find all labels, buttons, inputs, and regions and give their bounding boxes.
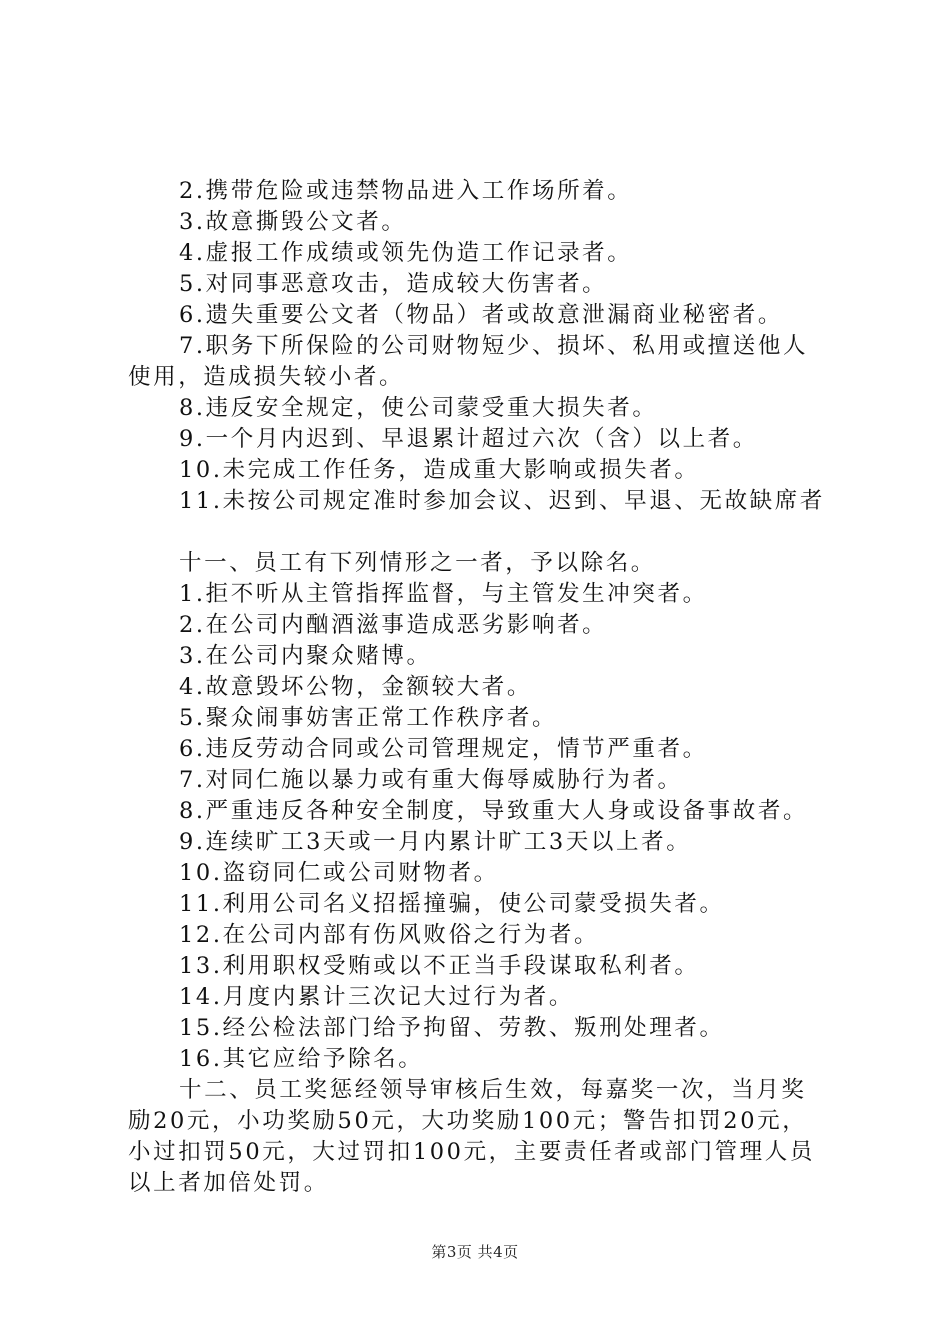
- list-item: 4.虚报工作成绩或领先伪造工作记录者。: [179, 240, 633, 266]
- list-item: 13.利用职权受贿或以不正当手段谋取私利者。: [179, 953, 700, 979]
- list-item: 7.对同仁施以暴力或有重大侮辱威胁行为者。: [179, 767, 683, 793]
- document-body: [128, 176, 833, 1199]
- list-item: 10.未完成工作任务，造成重大影响或损失者。: [179, 457, 700, 483]
- list-item: 16.其它应给予除名。: [179, 1046, 424, 1072]
- section-heading: 十一、员工有下列情形之一者，予以除名。: [179, 550, 656, 576]
- list-item: 2.携带危险或违禁物品进入工作场所着。: [179, 178, 633, 204]
- list-item: 6.违反劳动合同或公司管理规定，情节严重者。: [179, 736, 708, 762]
- list-item: 3.在公司内聚众赌博。: [179, 643, 432, 669]
- list-item: 12.在公司内部有伤风败俗之行为者。: [179, 922, 600, 948]
- section-heading: 十二、员工奖惩经领导审核后生效，每嘉奖一次，当月奖: [179, 1077, 807, 1103]
- list-item: 8.严重违反各种安全制度，导致重大人身或设备事故者。: [179, 798, 809, 824]
- list-item: 5.聚众闹事妨害正常工作秩序者。: [179, 705, 558, 731]
- list-item: 4.故意毁坏公物，金额较大者。: [179, 674, 532, 700]
- list-item: 7.职务下所保险的公司财物短少、损坏、私用或擅送他人: [179, 333, 809, 359]
- list-item: 14.月度内累计三次记大过行为者。: [179, 984, 574, 1010]
- list-item: 9.连续旷工3天或一月内累计旷工3天以上者。: [179, 829, 692, 855]
- list-item: 1.拒不听从主管指挥监督，与主管发生冲突者。: [179, 581, 708, 607]
- list-item: 15.经公检法部门给予拘留、劳教、叛刑处理者。: [179, 1015, 725, 1041]
- list-item: 2.在公司内酗酒滋事造成恶劣影响者。: [179, 612, 608, 638]
- list-item: 5.对同事恶意攻击，造成较大伤害者。: [179, 271, 608, 297]
- list-item: 8.违反安全规定，使公司蒙受重大损失者。: [179, 395, 658, 421]
- list-item-continuation: 使用，造成损失较小者。: [128, 364, 405, 390]
- paragraph-line: 励20元，小功奖励50元，大功奖励100元；警告扣罚20元，: [128, 1108, 808, 1134]
- list-item: 11.未按公司规定准时参加会议、迟到、早退、无故缺席者: [179, 488, 825, 514]
- list-item: 3.故意撕毁公文者。: [179, 209, 407, 235]
- paragraph-line: 以上者加倍处罚。: [128, 1170, 329, 1196]
- paragraph-line: 小过扣罚50元，大过罚扣100元，主要责任者或部门管理人员: [128, 1139, 815, 1165]
- blank-line: [128, 517, 833, 548]
- page-number-footer: 第3页 共4页: [431, 1243, 519, 1261]
- list-item: 11.利用公司名义招摇撞骗，使公司蒙受损失者。: [179, 891, 725, 917]
- list-item: 10.盗窃同仁或公司财物者。: [179, 860, 499, 886]
- list-item: 9.一个月内迟到、早退累计超过六次（含）以上者。: [179, 426, 758, 452]
- list-item: 6.遗失重要公文者（物品）者或故意泄漏商业秘密者。: [179, 302, 783, 328]
